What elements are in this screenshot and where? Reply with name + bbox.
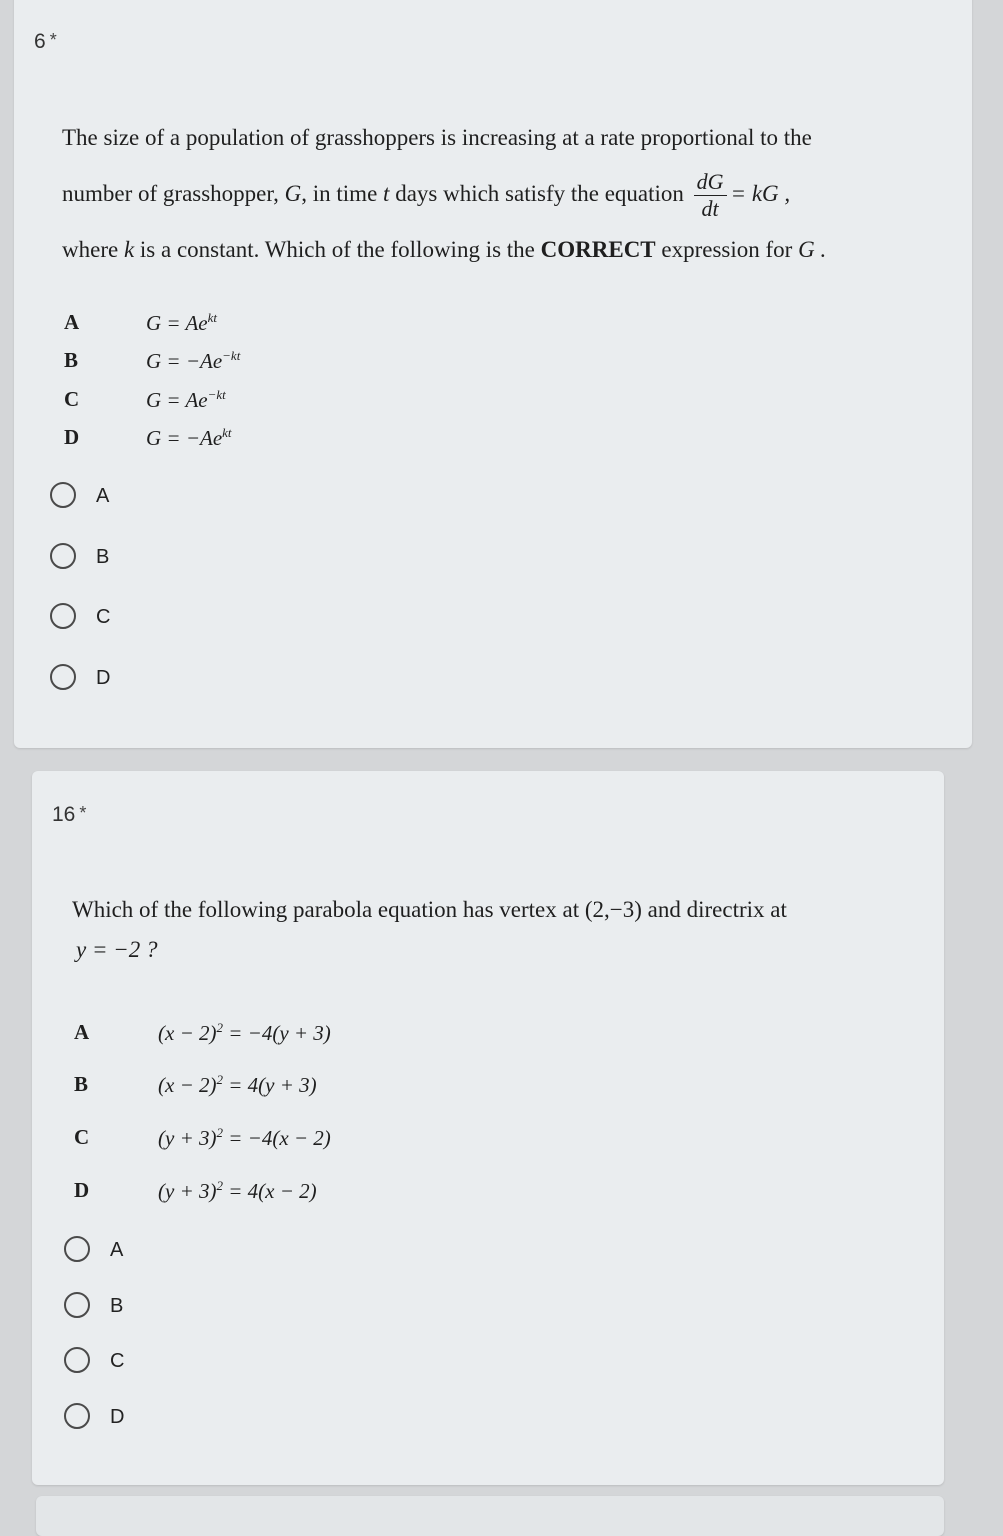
required-asterisk: * bbox=[79, 803, 87, 823]
radio-circle-icon[interactable] bbox=[64, 1236, 90, 1262]
question-text-line-1: Which of the following parabola equation has vertex at (2,−3) and directrix at bbox=[72, 897, 787, 922]
required-asterisk: * bbox=[49, 30, 57, 50]
radio-circle-icon[interactable] bbox=[50, 603, 76, 629]
derivative-fraction: $\frac{dG}{dt}$ bbox=[694, 169, 727, 222]
question-number: 16 * bbox=[52, 803, 87, 826]
radio-circle-icon[interactable] bbox=[50, 543, 76, 569]
radio-circle-icon[interactable] bbox=[64, 1403, 90, 1429]
radio-circle-icon[interactable] bbox=[50, 664, 76, 690]
radio-circle-icon[interactable] bbox=[64, 1292, 90, 1318]
question-text-line-1: The size of a population of grasshoppers is increasing at a rate proportional to the bbox=[62, 125, 812, 150]
next-question-card bbox=[36, 1496, 944, 1536]
question-text-line-2: number of grasshopper, G, in time t days which satisfy the equation $\frac{dG}{dt}$ = kG , bbox=[62, 169, 791, 222]
question-text-line-2: y = −2 ? bbox=[76, 937, 158, 962]
question-number: 6 * bbox=[34, 30, 57, 53]
question-text-line-3: where k is a constant. Which of the following is the CORRECT expression for G . bbox=[62, 237, 827, 262]
radio-circle-icon[interactable] bbox=[50, 482, 76, 508]
radio-circle-icon[interactable] bbox=[64, 1347, 90, 1373]
